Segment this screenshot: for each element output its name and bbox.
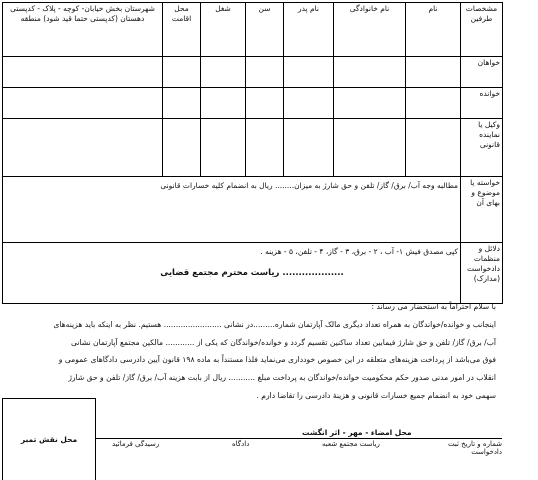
stamp-label: محل نقش تمبر bbox=[20, 435, 78, 444]
registration-label: شماره و تاریخ ثبت دادخواست bbox=[447, 440, 502, 456]
body-line: با سلام احتراماً به استحضار می رساند : bbox=[371, 302, 496, 311]
branch-label: ریاست مجتمع شعبه bbox=[322, 440, 380, 448]
header-father: نام پدر bbox=[284, 3, 334, 57]
header-age: سن bbox=[246, 3, 284, 57]
parties-table bbox=[2, 2, 503, 304]
header-address: شهرستان بخش خیابان- کوچه - پلاک - کدپستی دهستان (کدپستی حتما قید شود) منطقه bbox=[3, 3, 163, 57]
row-evidence-label: دلائل و منظمات دادخواست (مدارک) bbox=[461, 243, 503, 304]
header-parties: مشخصات طرفین bbox=[461, 3, 503, 57]
address-line: ریاست محترم مجتمع قضایی ................... bbox=[160, 268, 344, 278]
court-label: دادگاه bbox=[232, 440, 250, 448]
row-request-label: خواسته یا موضوع و بهای آن bbox=[461, 177, 503, 243]
header-name: نام bbox=[406, 3, 461, 57]
review-label: رسیدگی فرمائید bbox=[112, 440, 160, 448]
signature-area bbox=[2, 398, 502, 480]
body-line: اینجانب و خوانده/خواندگان به همراه تعداد دیگری مالک آپارتمان شماره.........در نشانی ........................ هستیم. نظر به اینکه باید هزینه‌های bbox=[53, 319, 496, 329]
petition-body bbox=[10, 298, 496, 405]
body-line: فوق می‌باشد از پرداخت هزینه‌های متعلقه در این خصوص خودداری می‌نماید فلذا مستنداً به ماده ۱۹۸ قانون آیین دادرسی دادگاهای عمومی و bbox=[58, 355, 496, 365]
divider bbox=[96, 438, 502, 439]
body-line: آب/ برق/ گاز/ تلفن و حق شارژ فیمابین تعداد ساکنین تقسیم گردد و خوانده/خواندگان که یکی از ............ مالکین مجتمع آپارتمان نشانی bbox=[70, 337, 496, 347]
signature-label: محل امضاء - مهر - اثر انگشت bbox=[302, 428, 412, 437]
header-family: نام خانوادگی bbox=[334, 3, 406, 57]
header-residence: محل اقامت bbox=[163, 3, 201, 57]
row-petitioner: خواهان bbox=[461, 57, 503, 88]
request-text: مطالبه وجه آب/ برق/ گاز/ تلفن و حق شارژ به میزان........ ریال به انضمام کلیه خسارات قانونی bbox=[3, 177, 461, 243]
header-job: شغل bbox=[201, 3, 246, 57]
row-defendant: خوانده bbox=[461, 88, 503, 119]
stamp-box bbox=[2, 398, 96, 480]
row-lawyer: وکیل یا نماینده قانونی bbox=[461, 119, 503, 177]
body-line: انقلاب در امور مدنی صدور حکم محکومیت خوانده/خواندگان به پرداخت مبلغ ........... ریال از بابت هزینه آب/ برق/ گاز/ تلفن و حق شارژ bbox=[68, 373, 496, 383]
evidence-text: کپی مصدق فیش ۱- آب ، ۲ - برق، ۳ - گاز، ۴ - تلفن، ۵ - هزینه . bbox=[3, 243, 461, 304]
body-line: سهمی خود به انضمام جمیع خسارات قانونی و هزینهٔ دادرسی را تقاضا دارم . bbox=[256, 390, 496, 400]
